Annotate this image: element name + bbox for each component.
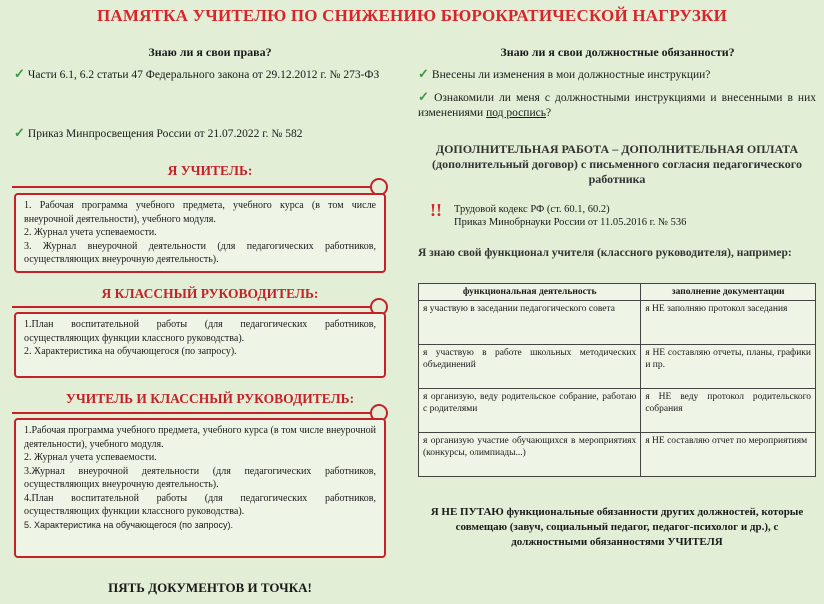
list-item: 3.Журнал внеурочной деятельности (для педагогических работников, осуществляющих внеурочную деятельность). [24,465,376,490]
column-header: заполнение документации [641,284,816,301]
table-header-row [419,284,816,301]
list-item: 5. Характеристика на обучающегося (по запросу). [24,519,233,530]
law-item: Приказ Минобрнауки России от 11.05.2016 г. № 536 [454,217,687,228]
teacher-docs-box [14,193,386,273]
list-item: 1.Рабочая программа учебного предмета, учебного курса (в том числе внеурочной деятельности), учебного модуля. [24,425,376,450]
table-row [419,433,816,477]
table-row [419,389,816,433]
checkmark-icon: ✓ [14,125,25,140]
teacher-heading: Я УЧИТЕЛЬ: [167,163,253,178]
checkmark-icon: ✓ [418,89,432,104]
rights-item: ✓ Приказ Минпросвещения России от 21.07.2022 г. № 582 [14,125,303,140]
table-cell: я участвую в заседании педагогического совета [419,301,641,345]
divider [12,412,384,414]
page-title: ПАМЯТКА УЧИТЕЛЮ ПО СНИЖЕНИЮ БЮРОКРАТИЧЕСКОЙ НАГРУЗКИ [96,6,728,25]
rights-heading: Знаю ли я свои права? [148,45,272,59]
table-cell: я организую, веду родительское собрание, работаю с родителями [419,389,641,433]
functions-table [418,283,816,477]
functional-heading: Я знаю свой функционал учителя (классного руководителя), например: [418,247,792,259]
classroom-docs-box [14,312,386,378]
classroom-heading: Я КЛАССНЫЙ РУКОВОДИТЕЛЬ: [101,286,319,301]
table-cell: я НЕ составляю отчет по мероприятиям [641,433,816,477]
law-item: Трудовой кодекс РФ (ст. 60.1, 60.2) [454,204,610,215]
table-cell: я организую участие обучающихся в мероприятиях (конкурсы, олимпиады...) [419,433,641,477]
rights-item: ✓ Части 6.1, 6.2 статьи 47 Федерального закона от 29.12.2012 г. № 273-ФЗ [14,66,380,81]
duties-item: ✓ Ознакомили ли меня с должностными инструкциями и внесенными в них изменениями под роспись? [418,89,816,119]
checkmark-icon: ✓ [14,66,25,81]
extra-work-heading: ДОПОЛНИТЕЛЬНАЯ РАБОТА – ДОПОЛНИТЕЛЬНАЯ ОПЛАТА (дополнительный договор) с письменного согласия педагогического работника [432,142,802,186]
both-docs-box [14,418,386,558]
table-cell: я НЕ составляю отчеты, планы, графики и пр. [641,345,816,389]
list-item: 2. Характеристика на обучающегося (по запросу). [24,346,237,357]
duties-item: ✓ Внесены ли изменения в мои должностные инструкции? [418,66,711,81]
table-cell: я НЕ заполняю протокол заседания [641,301,816,345]
table-cell: я НЕ веду протокол родительского собрания [641,389,816,433]
checkmark-icon: ✓ [418,66,429,81]
table-row [419,301,816,345]
duties-heading: Знаю ли я свои должностные обязанности? [500,45,735,59]
table-row [419,345,816,389]
list-item: 2. Журнал учета успеваемости. [24,227,157,238]
list-item: 4.План воспитательной работы (для педагогических работников, осуществляющих функции классного руководства). [24,492,376,517]
list-item: 2. Журнал учета успеваемости. [24,452,157,463]
warning-icon: !! [430,200,442,220]
footer-note: ПЯТЬ ДОКУМЕНТОВ И ТОЧКА! [108,580,312,595]
list-item: 1.План воспитательной работы (для педагогических работников, осуществляющих функции классного руководства). [24,319,376,344]
column-header: функциональная деятельность [419,284,641,301]
conclusion-note: Я НЕ ПУТАЮ функциональные обязанности других должностей, которые совмещаю (завуч, социальный педагог, педагог-психолог и др.), с должностными обязанностями УЧИТЕЛЯ [430,506,804,548]
laws-list [454,203,814,229]
both-heading: УЧИТЕЛЬ И КЛАССНЫЙ РУКОВОДИТЕЛЬ: [65,391,355,406]
divider [12,306,384,308]
divider [12,186,384,188]
table-cell: я участвую в работе школьных методических объединений [419,345,641,389]
list-item: 1. Рабочая программа учебного предмета, учебного курса (в том числе внеурочной деятельности), учебного модуля. [24,200,376,225]
list-item: 3. Журнал внеурочной деятельности (для педагогических работников, осуществляющих внеурочную деятельность). [24,240,376,265]
